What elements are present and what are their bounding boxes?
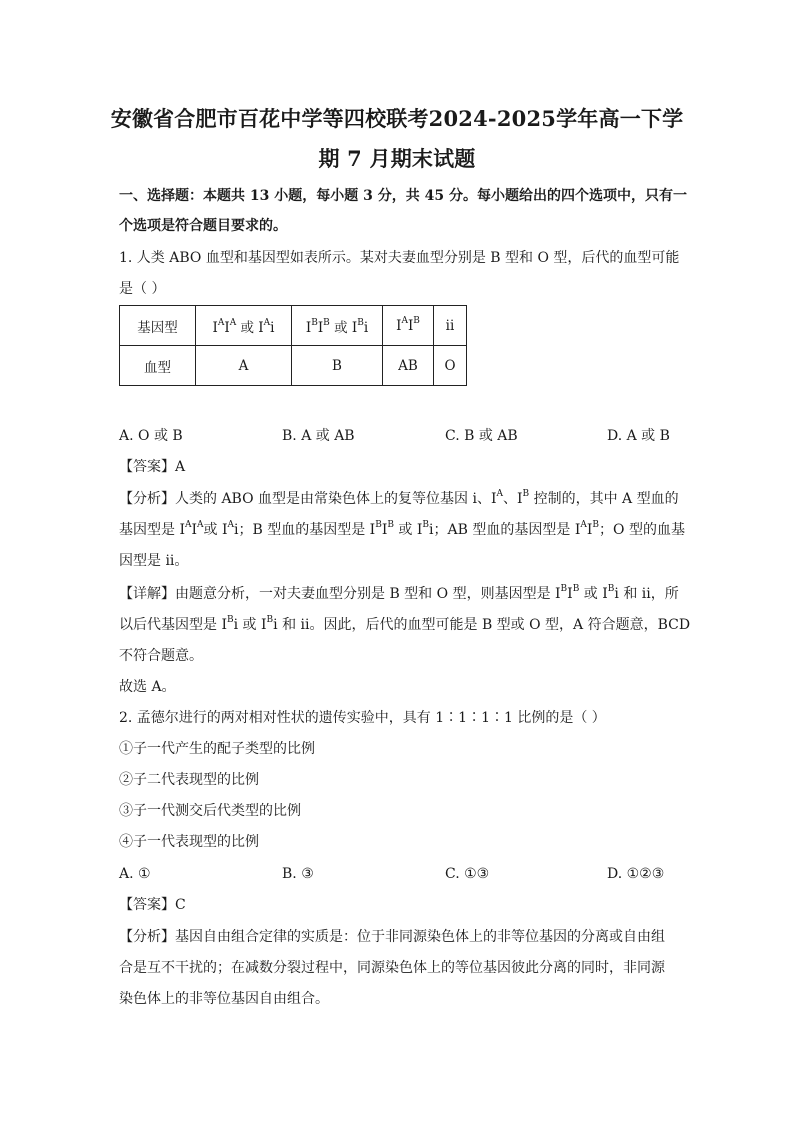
q2-option-c: C. ①③ xyxy=(445,866,490,882)
analysis-text: 【分析】人类的 ABO 血型是由常染色体上的复等位基因 i、I xyxy=(119,491,497,507)
q1-option-b: B. A 或 AB xyxy=(282,428,355,444)
detail-text: 以后代基因型是 I xyxy=(119,617,227,633)
detail-text: 【详解】由题意分析，一对夫妻血型分别是 B 型和 O 型，则基因型是 I xyxy=(119,586,561,602)
q2-item-4: ④子一代表现型的比例 xyxy=(119,834,259,850)
table-cell: A xyxy=(196,346,292,386)
table-cell: O xyxy=(434,346,467,386)
table-row xyxy=(120,346,467,386)
table-cell: $I^AI^A$ 或 $I^Ai$ xyxy=(196,306,292,346)
table-row xyxy=(120,306,467,346)
q2-item-1: ①子一代产生的配子类型的比例 xyxy=(119,741,315,757)
q2-analysis-line-2: 合是互不干扰的；在减数分裂过程中，同源染色体上的等位基因彼此分离的同时，非同源 xyxy=(119,960,665,976)
table-cell: $I^AI^B$ xyxy=(383,306,434,346)
table-cell: ii xyxy=(434,306,467,346)
table-cell: 血型 xyxy=(120,346,196,386)
table-cell: B xyxy=(292,346,383,386)
q2-option-b: B. ③ xyxy=(282,866,314,882)
analysis-text: 基因型是 I xyxy=(119,522,185,538)
q1-answer: 【答案】A xyxy=(119,459,186,475)
blood-type-table xyxy=(119,305,467,386)
q1-analysis-line-3: 因型是 ii。 xyxy=(119,553,189,569)
section-heading-line-1: 一、选择题：本题共 13 小题，每小题 3 分，共 45 分。每小题给出的四个选项中，只有一 xyxy=(119,188,687,204)
q2-analysis-line-1: 【分析】基因自由组合定律的实质是：位于非同源染色体上的非等位基因的分离或自由组 xyxy=(119,929,665,945)
q1-detail-line-3: 不符合题意。 xyxy=(119,648,203,664)
q2-answer: 【答案】C xyxy=(119,897,186,913)
q2-item-3: ③子一代测交后代类型的比例 xyxy=(119,803,301,819)
table-cell: AB xyxy=(383,346,434,386)
q1-option-c: C. B 或 AB xyxy=(445,428,518,444)
q1-option-d: D. A 或 B xyxy=(607,428,670,444)
q1-detail-line-2: 以后代基因型是 $I^Bi$ 或 $I^Bi$ 和 ii。因此，后代的血型可能是 B 型或 O 型，A 符合题意，BCD xyxy=(119,615,691,633)
title-line-2: 期 7 月期末试题 xyxy=(318,146,476,171)
q2-option-d: D. ①②③ xyxy=(607,866,665,882)
q1-detail-line-1: 【详解】由题意分析，一对夫妻血型分别是 B 型和 O 型，则基因型是 $I^BI^B$ 或 $I^Bi$ 和 ii，所 xyxy=(119,584,679,602)
q2-option-a: A. ① xyxy=(119,866,151,882)
table-cell: $I^BI^B$ 或 $I^Bi$ xyxy=(292,306,383,346)
q1-conclusion: 故选 A。 xyxy=(119,679,176,695)
q1-analysis-line-2: 基因型是 $I^AI^A$或 $I^Ai$；B 型血的基因型是 $I^BI^B$ 或 $I^Bi$；AB 型血的基因型是 $I^AI^B$；O 型的血基 xyxy=(119,520,685,538)
q2-item-2: ②子二代表现型的比例 xyxy=(119,772,259,788)
analysis-text-tail: 控制的，其中 A 型血的 xyxy=(533,491,679,507)
q1-stem-line-2: 是（ ） xyxy=(119,281,166,297)
q1-option-a: A. O 或 B xyxy=(119,428,183,444)
title-line-1: 安徽省合肥市百花中学等四校联考2024-2025学年高一下学 xyxy=(110,106,684,131)
q2-stem: 2. 孟德尔进行的两对相对性状的遗传实验中，具有 1∶1∶1∶1 比例的是（ ） xyxy=(119,710,606,726)
section-heading-line-2: 个选项是符合题目要求的。 xyxy=(119,218,287,234)
q1-analysis-line-1: 【分析】人类的 ABO 血型是由常染色体上的复等位基因 i、$I^A$、$I^B$ 控制的，其中 A 型血的 xyxy=(119,489,679,507)
q1-stem-line-1: 1. 人类 ABO 血型和基因型如表所示。某对夫妻血型分别是 B 型和 O 型，后代的血型可能 xyxy=(119,250,680,266)
table-cell: 基因型 xyxy=(120,306,196,346)
q2-analysis-line-3: 染色体上的非等位基因自由组合。 xyxy=(119,991,329,1007)
